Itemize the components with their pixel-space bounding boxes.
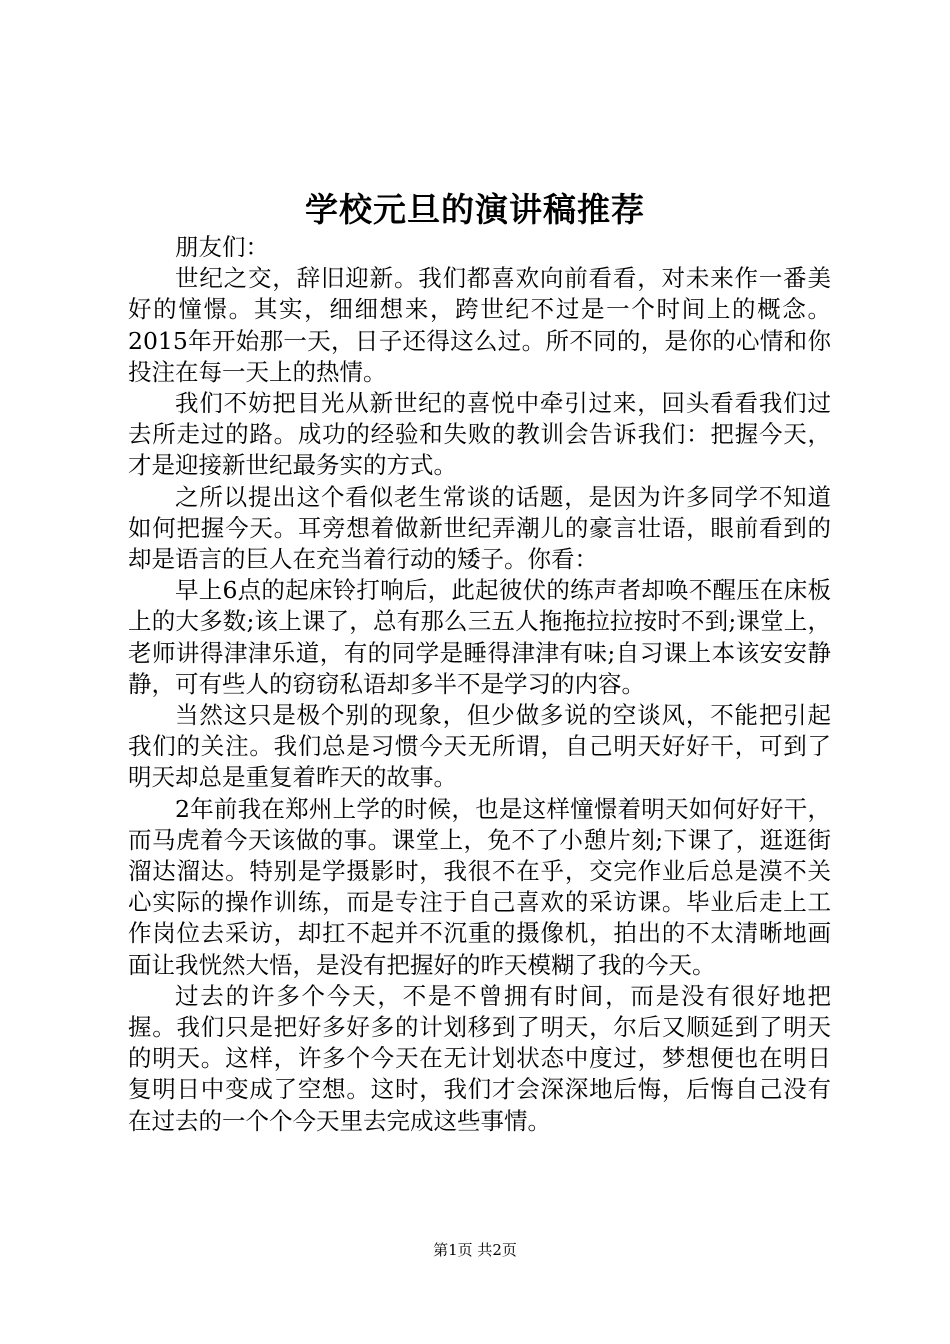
paragraph: 过去的许多个今天，不是不曾拥有时间，而是没有很好地把握。我们只是把好多好多的计划移到了明天，尔后又顺延到了明天的明天。这样，许多个今天在无计划状态中度过，梦想便也在明日复明日中变成了空想。这时，我们才会深深地后悔，后悔自己没有在过去的一个个今天里去完成这些事情。 xyxy=(128,981,831,1135)
document-title: 学校元旦的演讲稿推荐 xyxy=(305,190,645,229)
paragraph: 当然这只是极个别的现象，但少做多说的空谈风，不能把引起我们的关注。我们总是习惯今天无所谓，自己明天好好干，可到了明天却总是重复着昨天的故事。 xyxy=(128,701,831,792)
page-number-footer: 第1页 共2页 xyxy=(433,1241,517,1259)
paragraph: 早上6点的起床铃打响后，此起彼伏的练声者却唤不醒压在床板上的大多数;该上课了，总有那么三五人拖拖拉拉按时不到;课堂上，老师讲得津津乐道，有的同学是睡得津津有味;自习课上本该安安静静，可有些人的窃窃私语却多半不是学习的内容。 xyxy=(128,576,831,698)
paragraph: 我们不妨把目光从新世纪的喜悦中牵引过来，回头看看我们过去所走过的路。成功的经验和失败的教训会告诉我们：把握今天，才是迎接新世纪最务实的方式。 xyxy=(128,389,831,480)
paragraph: 世纪之交，辞旧迎新。我们都喜欢向前看看，对未来作一番美好的憧憬。其实，细细想来，跨世纪不过是一个时间上的概念。2015年开始那一天，日子还得这么过。所不同的，是你的心情和你投注在每一天上的热情。 xyxy=(128,264,831,386)
paragraph: 2年前我在郑州上学的时候，也是这样憧憬着明天如何好好干，而马虎着今天该做的事。课堂上，免不了小憩片刻;下课了，逛逛街溜达溜达。特别是学摄影时，我很不在乎，交完作业后总是漠不关心实际的操作训练，而是专注于自己喜欢的采访课。毕业后走上工作岗位去采访，却扛不起并不沉重的摄像机，拍出的不太清晰地画面让我恍然大悟，是没有把握好的昨天模糊了我的今天。 xyxy=(128,794,831,979)
salutation: 朋友们： xyxy=(175,233,269,261)
document-body xyxy=(128,232,831,1137)
paragraph: 之所以提出这个看似老生常谈的话题，是因为许多同学不知道如何把握今天。耳旁想着做新世纪弄潮儿的豪言壮语，眼前看到的却是语言的巨人在充当着行动的矮子。你看： xyxy=(128,482,831,574)
